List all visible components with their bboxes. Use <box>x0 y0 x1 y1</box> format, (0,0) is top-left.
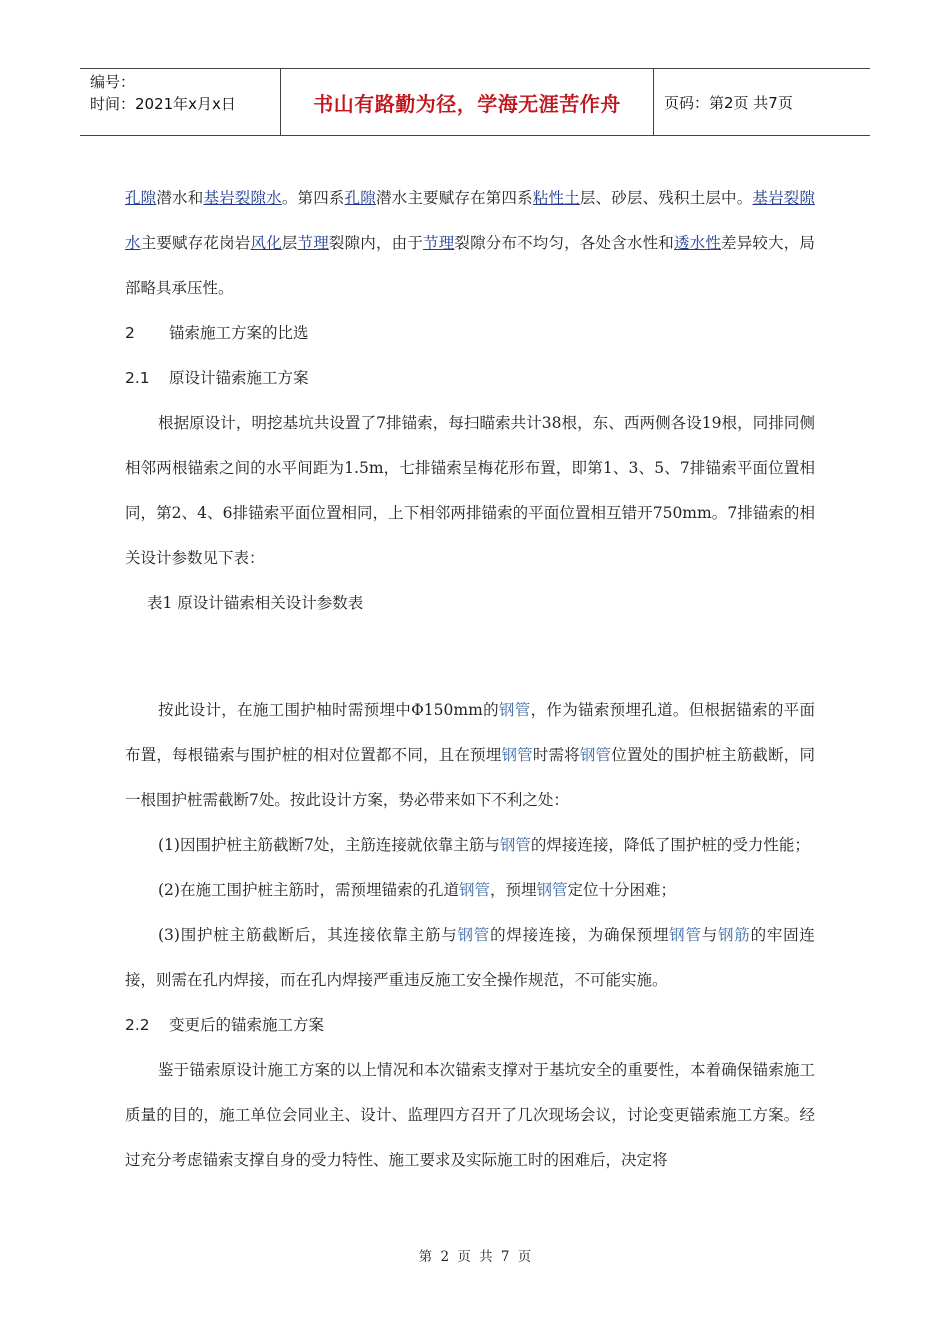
text-run: 层、砂层、残积土层中。 <box>579 189 753 207</box>
link-nianxingtu[interactable]: 粘性土 <box>532 189 580 207</box>
header-table <box>80 68 870 136</box>
section-title: 原设计锚索施工方案 <box>169 369 309 387</box>
text-run: 主要赋存花岗岩 <box>140 234 251 252</box>
term-gangguan[interactable]: 钢管 <box>536 881 568 899</box>
term-gangguan[interactable]: 钢管 <box>501 746 533 764</box>
document-time: 时间：2021年x月x日 <box>90 95 236 113</box>
list-item-3 <box>125 913 815 1003</box>
paragraph-hydrogeology <box>125 176 815 311</box>
section-number: 2.2 <box>125 1016 150 1034</box>
text-run: 按此设计，在施工围护柚时需预埋中Φ150mm的 <box>158 701 499 719</box>
paragraph-original-design: 根据原设计，明挖基坑共设置了7排锚索，每扫瞄索共计38根，东、西两侧各设19根，同排同侧相邻两根锚索之间的水平间距为1.5m，七排锚索呈梅花形布置，即第1、3、5、7排锚索平面位置相同，第2、4、6排锚索平面位置相同，上下相邻两排锚索的平面位置相互错开750mm。7排锚索的相关设计参数见下表： <box>125 414 815 567</box>
text-run: ，预埋 <box>489 881 537 899</box>
text-run: 潜水主要赋存在第四系 <box>375 189 533 207</box>
text-run: (1)因围护桩主筋截断7处，主筋连接就依靠主筋与 <box>158 836 500 854</box>
section-heading-2 <box>125 311 815 356</box>
paragraph-design-consequences <box>125 688 815 823</box>
header-page-info: 页码：第2页 共7页 <box>664 93 793 112</box>
header-left-cell <box>80 69 281 135</box>
header-motto: 书山有路勤为径，学海无涯苦作舟 <box>281 69 654 135</box>
table-caption: 表1 原设计锚索相关设计参数表 <box>147 594 364 612</box>
term-gangguan[interactable]: 钢管 <box>458 881 490 899</box>
list-item-2 <box>125 868 815 913</box>
term-gangguan[interactable]: 钢管 <box>457 926 491 944</box>
text-run: 差异较大，局部略具承压性。 <box>125 234 815 297</box>
table-placeholder-space <box>125 626 815 688</box>
text-run: 的牢固连接，则需在孔内焊接，而在孔内焊接严重违反施工安全操作规范，不可能实施。 <box>125 926 815 989</box>
text-run: 裂隙分布不均匀，各处含水性和 <box>454 234 674 252</box>
text-run: 的焊接连接，降低了围护桩的受力性能； <box>530 836 810 854</box>
term-gangguan[interactable]: 钢管 <box>669 926 702 944</box>
link-kongxi[interactable]: 孔隙 <box>125 189 157 207</box>
link-jieli[interactable]: 节理 <box>297 234 329 252</box>
text-run: 时需将 <box>532 746 580 764</box>
section-number: 2.1 <box>125 369 150 387</box>
page-footer: 第 2 页 共 7 页 <box>418 1249 532 1265</box>
link-kongxi-2[interactable]: 孔隙 <box>344 189 376 207</box>
section-number: 2 <box>125 324 135 342</box>
text-run: 。第四系 <box>281 189 345 207</box>
term-gangguan[interactable]: 钢管 <box>499 836 531 854</box>
term-gangguan[interactable]: 钢管 <box>498 701 531 719</box>
section-title: 锚索施工方案的比选 <box>169 324 309 342</box>
document-body <box>125 176 815 1183</box>
text-run: 的焊接连接，为确保预埋 <box>490 926 670 944</box>
link-toushuixing[interactable]: 透水性 <box>673 234 722 252</box>
text-run: 潜水和 <box>156 189 204 207</box>
text-run: 裂隙内，由于 <box>328 234 424 252</box>
section-title: 变更后的锚索施工方案 <box>169 1016 325 1034</box>
term-gangguan[interactable]: 钢管 <box>579 746 612 764</box>
text-run: 层 <box>281 234 298 252</box>
link-jiyan-liexishui[interactable]: 基岩裂隙水 <box>203 189 282 207</box>
link-jieli-2[interactable]: 节理 <box>423 234 455 252</box>
text-run: ，作为锚索预埋孔道。但根据锚索的平面布置，每根锚索与围护桩的相对位置都不同，且在预埋 <box>125 701 815 764</box>
section-heading-2-2 <box>125 1003 815 1048</box>
document-code-label: 编号： <box>90 73 136 91</box>
text-run: (2)在施工围护桩主筋时，需预埋锚索的孔道 <box>158 881 459 899</box>
text-run: 定位十分困难； <box>567 881 677 899</box>
term-gangjin[interactable]: 钢筋 <box>718 926 751 944</box>
link-jiyan-liexishui-2[interactable]: 基岩裂隙水 <box>125 189 815 252</box>
text-run: 与 <box>701 926 719 944</box>
text-run: 位置处的围护桩主筋截断，同一根围护桩需截断7处。按此设计方案，势必带来如下不利之处： <box>125 746 815 809</box>
section-heading-2-1 <box>125 356 815 401</box>
paragraph-changed-plan: 鉴于锚索原设计施工方案的以上情况和本次锚索支撑对于基坑安全的重要性，本着确保锚索施工质量的目的，施工单位会同业主、设计、监理四方召开了几次现场会议，讨论变更锚索施工方案。经过充分考虑锚索支撑自身的受力特性、施工要求及实际施工时的困难后，决定将 <box>125 1061 815 1169</box>
text-run: (3)围护桩主筋截断后，其连接依靠主筋与 <box>158 926 458 944</box>
list-item-1 <box>125 823 815 868</box>
link-fenghua[interactable]: 风化 <box>250 234 282 252</box>
